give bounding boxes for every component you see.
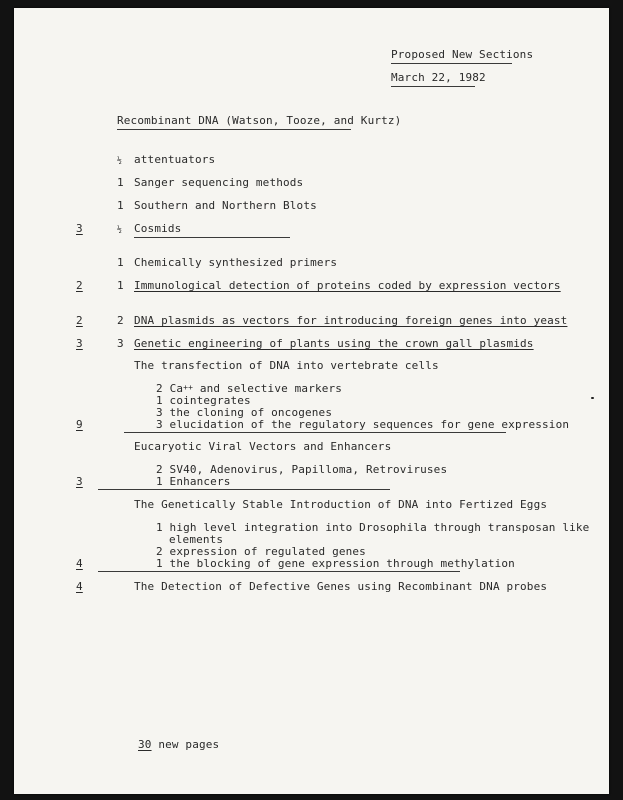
sub-item: 2 expression of regulated genes	[156, 545, 366, 558]
section-total: 3	[76, 475, 83, 488]
section-total: 4	[76, 580, 83, 593]
sub-item: elements	[169, 533, 224, 546]
section-heading: The Genetically Stable Introduction of DNA into Fertized Eggs	[134, 498, 548, 511]
entry-count: 3	[117, 337, 124, 350]
scan-mark	[591, 397, 594, 399]
section-underline	[124, 432, 506, 433]
header-underline	[391, 63, 512, 64]
section-total: 9	[76, 418, 83, 431]
entry-count: 1	[117, 199, 124, 212]
entry-text: Immunological detection of proteins coded by expression vectors	[134, 279, 561, 292]
section-underline	[98, 571, 460, 572]
entry-text: Sanger sequencing methods	[134, 176, 304, 189]
entry-count: 1	[117, 176, 124, 189]
section-heading: The transfection of DNA into vertebrate cells	[134, 359, 439, 372]
sub-item: 2 Ca++ and selective markers	[156, 382, 343, 395]
document-page	[14, 8, 609, 794]
entry-count: 2	[117, 314, 124, 327]
entry-count: ½	[117, 156, 122, 165]
sub-item: 1 cointegrates	[156, 394, 251, 407]
sub-item: 1 high level integration into Drosophila through transposan like	[156, 521, 590, 534]
header-label: Proposed New Sections	[391, 48, 534, 61]
entry-underline	[134, 237, 290, 238]
entry-text: Chemically synthesized primers	[134, 256, 338, 269]
entry-count: ½	[117, 225, 122, 234]
entry-text: Cosmids	[134, 222, 182, 235]
entry-text: Southern and Northern Blots	[134, 199, 317, 212]
entry-count: 1	[117, 279, 124, 292]
sub-item: 1 the blocking of gene expression through methylation	[156, 557, 515, 570]
entry-text: DNA plasmids as vectors for introducing foreign genes into yeast	[134, 314, 568, 327]
sub-item: 3 the cloning of oncogenes	[156, 406, 333, 419]
section-underline	[98, 489, 390, 490]
section-heading: The Detection of Defective Genes using Recombinant DNA probes	[134, 580, 548, 593]
sub-item: 1 Enhancers	[156, 475, 231, 488]
document-title: Recombinant DNA (Watson, Tooze, and Kurtz)	[117, 114, 402, 127]
title-underline	[117, 129, 351, 130]
sub-item: 3 elucidation of the regulatory sequences for gene expression	[156, 418, 570, 431]
entry-text: Genetic engineering of plants using the crown gall plasmids	[134, 337, 534, 350]
section-total: 4	[76, 557, 83, 570]
entry-total: 2	[76, 279, 83, 292]
entry-total: 2	[76, 314, 83, 327]
section-heading: Eucaryotic Viral Vectors and Enhancers	[134, 440, 392, 453]
date-underline	[391, 86, 475, 87]
page-count: 30 new pages	[138, 738, 220, 751]
entry-count: 1	[117, 256, 124, 269]
header-date: March 22, 1982	[391, 71, 486, 84]
entry-total: 3	[76, 337, 83, 350]
entry-total: 3	[76, 222, 83, 235]
sub-item: 2 SV40, Adenovirus, Papilloma, Retroviruses	[156, 463, 448, 476]
entry-text: attentuators	[134, 153, 216, 166]
